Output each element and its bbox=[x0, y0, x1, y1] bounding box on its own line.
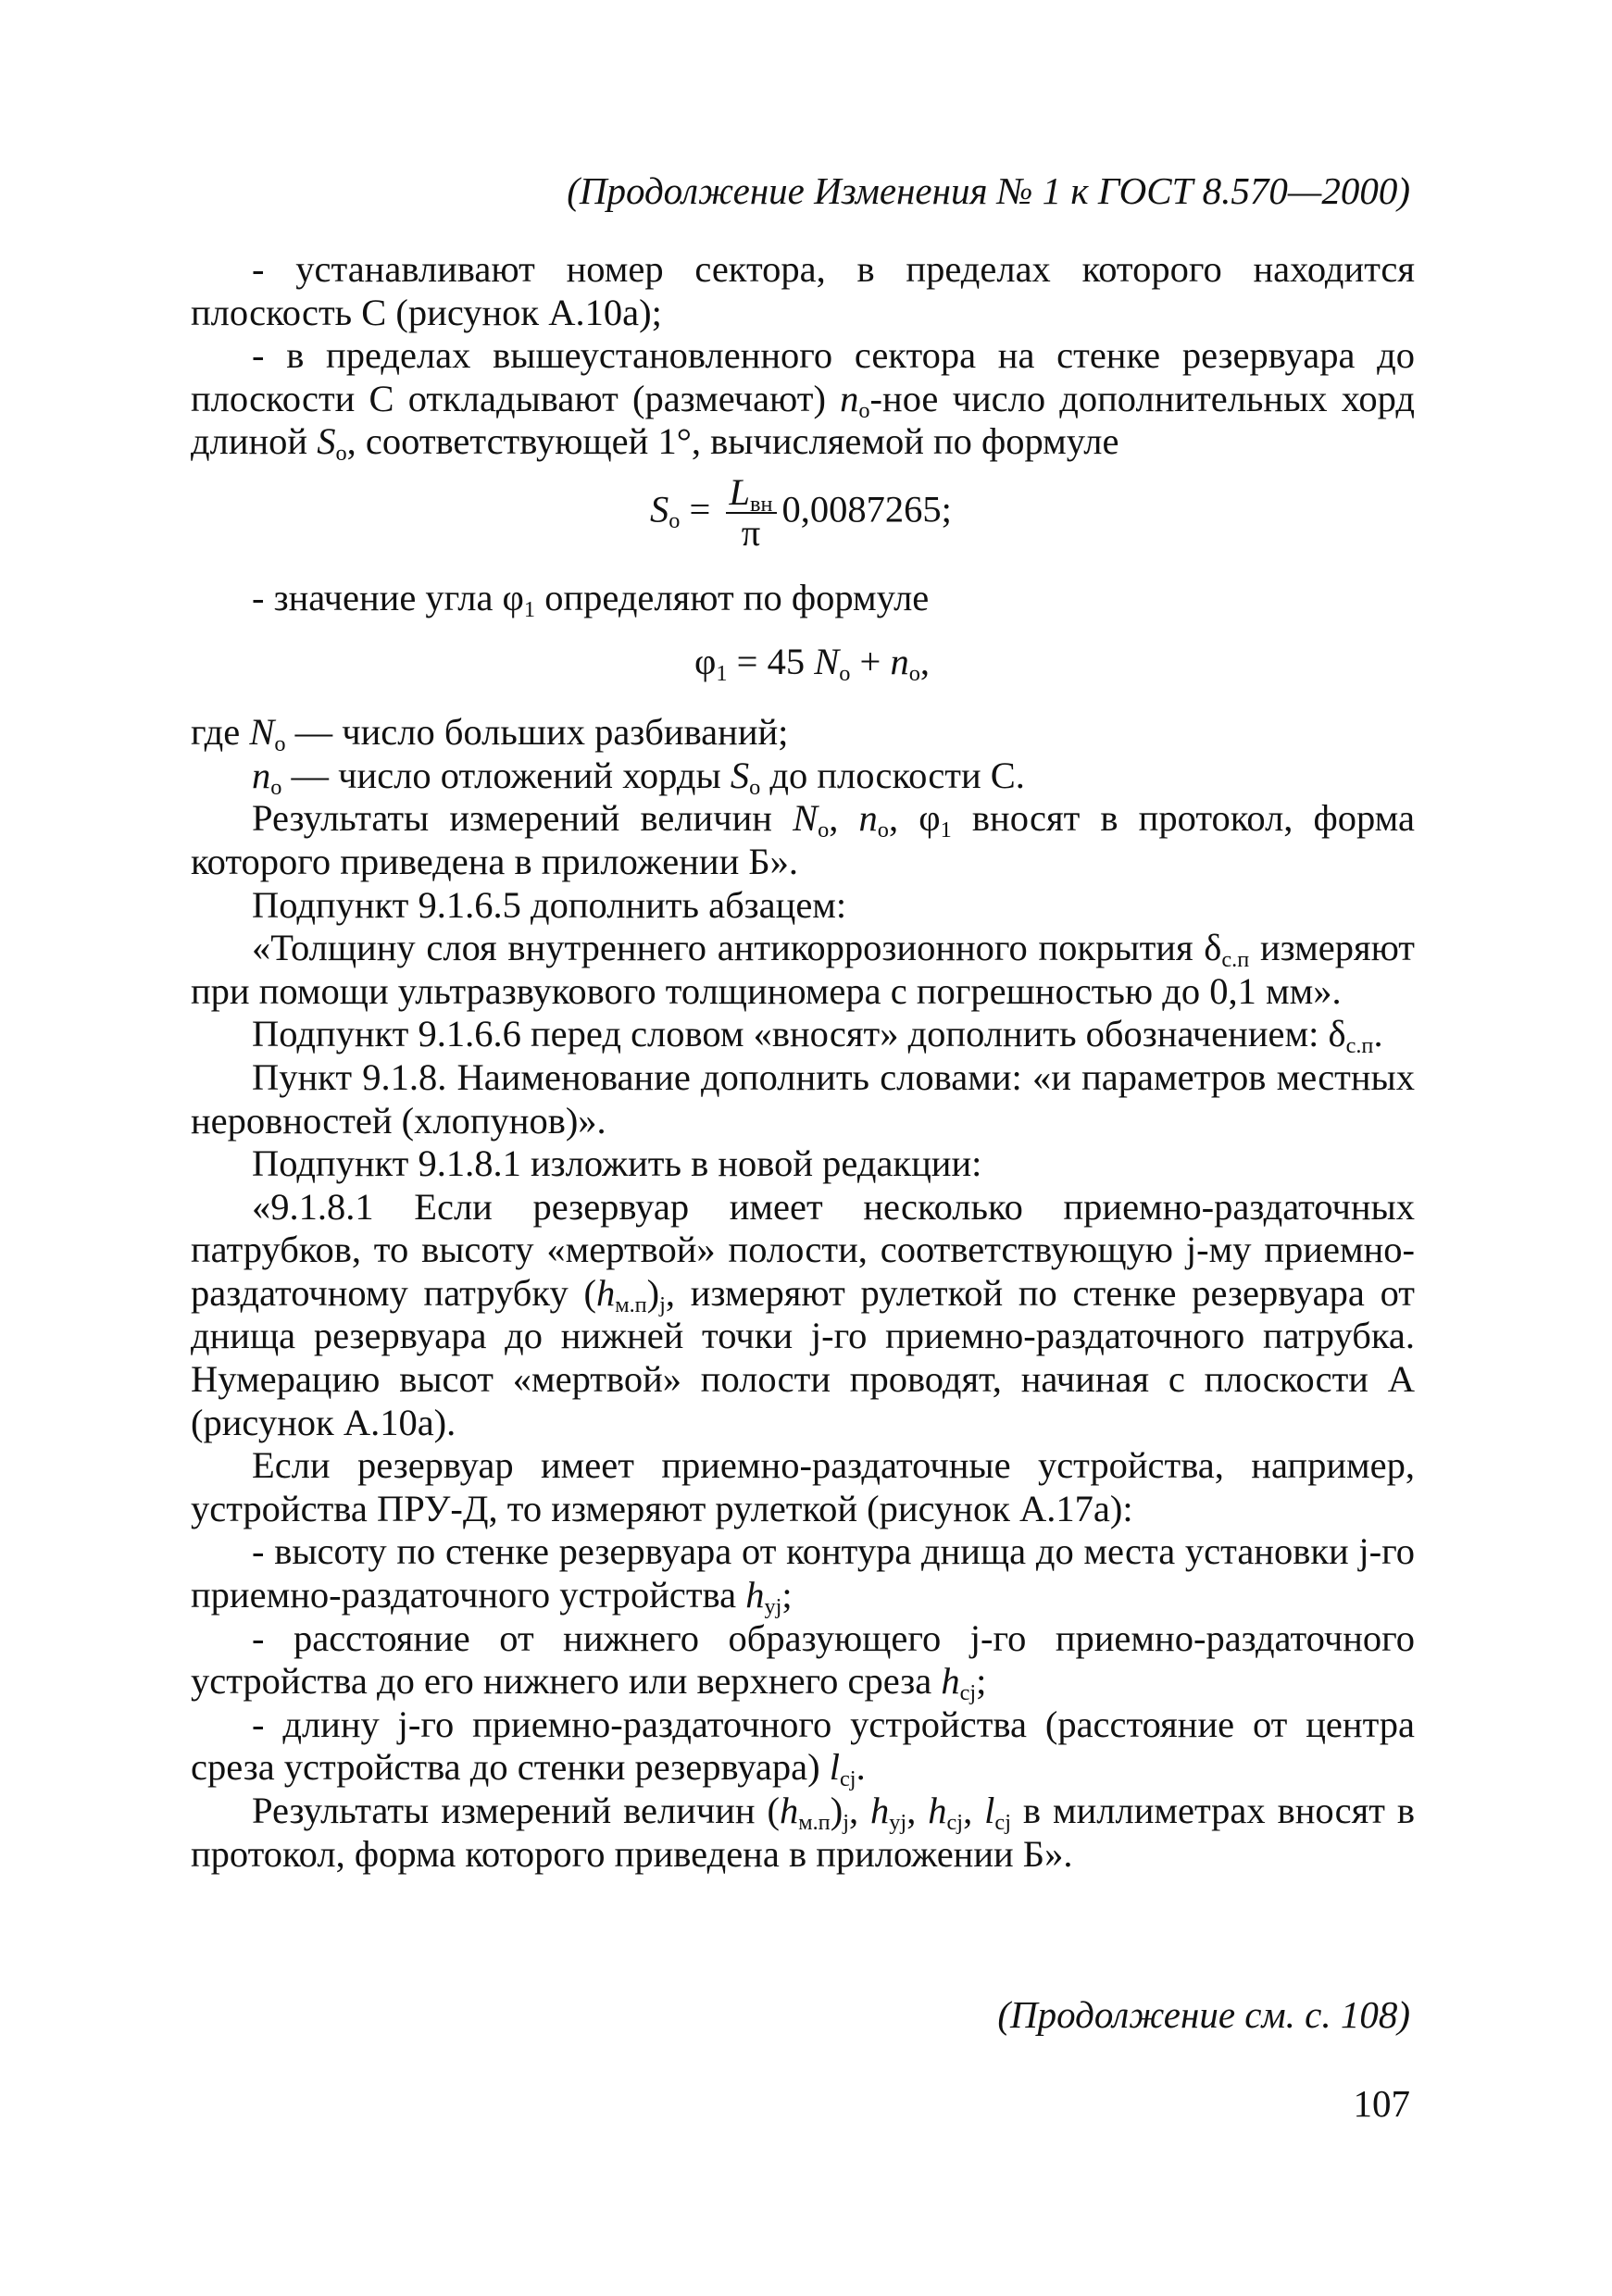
fraction: $\frac{L_{вн}}{\pi}$ bbox=[726, 473, 777, 553]
definition-line: $n_о$ — число отложений хорды $S_о$ до плоскости С. bbox=[252, 754, 1025, 800]
paragraph: - длину j-го приемно-раздаточного устройства (расстояние от центра среза устройства до стенки резервуара) $l_{cj}$. bbox=[191, 1703, 1415, 1792]
paragraph: - значение угла $\varphi_1$ определяют по формуле bbox=[252, 576, 930, 622]
paragraph: Подпункт 9.1.6.5 дополнить абзацем: bbox=[252, 883, 847, 926]
continuation-note: (Продолжение см. с. 108) bbox=[997, 1993, 1410, 2036]
formula-angle: $\varphi_1 = 45$ $N_о + n_о$, bbox=[694, 640, 931, 686]
paragraph: - расстояние от нижнего образующего j-го приемно-раздаточного устройства до его нижнего или верхнего среза $h_{cj}$; bbox=[191, 1616, 1415, 1706]
paragraph: Подпункт 9.1.8.1 изложить в новой редакции: bbox=[252, 1142, 982, 1185]
paragraph: - в пределах вышеустановленного сектора на стенке резервуара до плоскости С откладывают (размечают) $n_о$-ное число дополнительных хорд длиной $S_о$, соответствующей 1°, вычисляемой по формуле bbox=[191, 334, 1415, 467]
running-header: (Продолжение Изменения № 1 к ГОСТ 8.570—2000) bbox=[567, 169, 1410, 212]
paragraph: - устанавливают номер сектора, в пределах которого находится плоскость С (рисунок А.10а); bbox=[191, 248, 1415, 333]
paragraph: Результаты измерений величин $(h_{м.п})_j$, $h_{yj}$, $h_{cj}$, $l_{cj}$ в миллиметрах вносят в протокол, форма которого приведена в приложении Б». bbox=[191, 1790, 1416, 1875]
page-body bbox=[191, 248, 1415, 1876]
paragraph: Подпункт 9.1.6.6 перед словом «вносят» дополнить обозначением: $\delta_{с.п}$. bbox=[252, 1013, 1383, 1059]
definition-line: где $N_о$ — число больших разбиваний; bbox=[191, 711, 789, 756]
paragraph: «9.1.8.1 Если резервуар имеет несколько приемно-раздаточных патрубков, то высоту «мертвой» полости, соответствующую j-му приемно-раздаточному патрубку $(h_{м.п})_j$, измеряют рулеткой по стенке резервуара от днища резервуара до нижней точки j-го приемно-раздаточного патрубка. Нумерацию высот «мертвой» полости проводят, начиная с плоскости А (рисунок А.10а). bbox=[191, 1185, 1416, 1443]
paragraph: Пункт 9.1.8. Наименование дополнить словами: «и параметров местных неровностей (хлопунов)». bbox=[191, 1055, 1415, 1142]
paragraph: «Толщину слоя внутреннего антикоррозионного покрытия $\delta_{с.п}$ измеряют при помощи ультразвукового толщиномера с погрешностью до 0,1 мм». bbox=[191, 927, 1415, 1012]
paragraph: - высоту по стенке резервуара от контура днища до места установки j-го приемно-раздаточного устройства $h_{yj}$; bbox=[191, 1530, 1415, 1619]
formula-chord-length: $S_о$ = $\frac{L_{вн}}{\pi}$ 0,0087265; bbox=[650, 470, 952, 554]
page-number: 107 bbox=[1353, 2082, 1410, 2125]
paragraph: Результаты измерений величин $N_о$, $n_о$, $\varphi_1$ вносят в протокол, форма которого приведена в приложении Б». bbox=[191, 797, 1416, 882]
paragraph: Если резервуар имеет приемно-раздаточные устройства, например, устройства ПРУ-Д, то измеряют рулеткой (рисунок А.17а): bbox=[191, 1444, 1415, 1529]
